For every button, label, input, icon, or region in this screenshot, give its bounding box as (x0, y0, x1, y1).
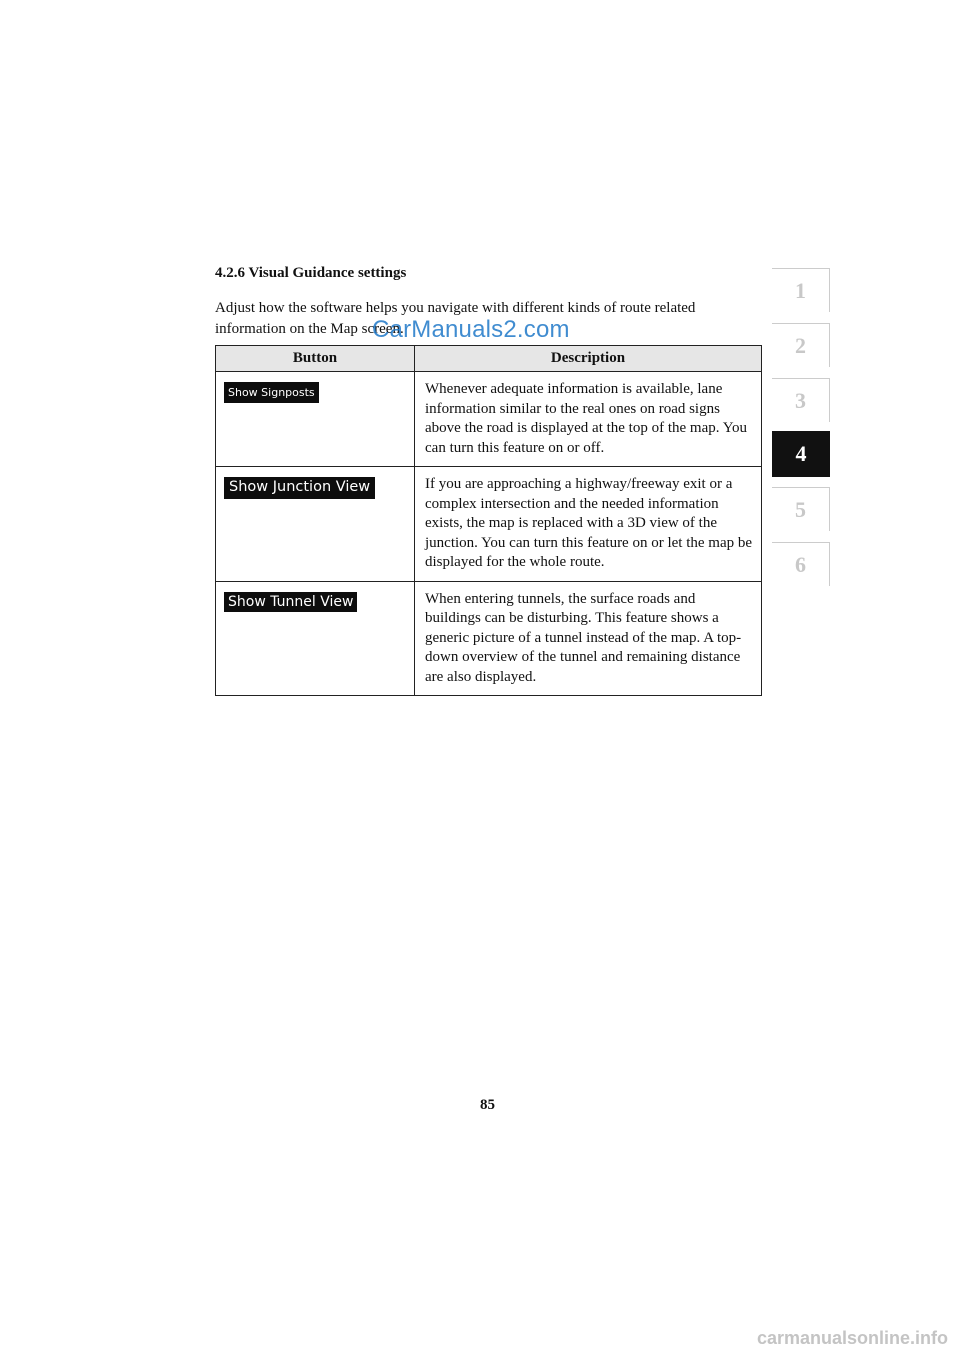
chapter-tab-5[interactable]: 5 (772, 487, 830, 531)
show-junction-view-button[interactable]: Show Junction View (224, 477, 375, 499)
description-cell: Whenever adequate information is available, lane information similar to the real ones on road signs above the road is displayed at the top of the map. You can turn this feature on or off. (415, 372, 762, 467)
watermark-top: CarManuals2.com (372, 316, 570, 343)
table-row (216, 372, 762, 467)
chapter-tab-3[interactable]: 3 (772, 378, 830, 422)
page-number: 85 (480, 1097, 495, 1113)
button-cell (216, 372, 415, 467)
section-heading: 4.2.6 Visual Guidance settings (215, 265, 407, 281)
table-row (216, 467, 762, 582)
show-signposts-button[interactable]: Show Signposts (224, 382, 319, 403)
show-tunnel-view-button[interactable]: Show Tunnel View (224, 592, 357, 612)
button-cell (216, 467, 415, 582)
description-cell: When entering tunnels, the surface roads and buildings can be disturbing. This feature shows a generic picture of a tunnel instead of the map. A top-down overview of the tunnel and remaining distance are also displayed. (415, 581, 762, 696)
settings-table (215, 345, 762, 696)
description-cell: If you are approaching a highway/freeway exit or a complex intersection and the needed information exists, the map is replaced with a 3D view of the junction. You can turn this feature on or let the map be displayed for the whole route. (415, 467, 762, 582)
table-row (216, 581, 762, 696)
table-header-row (216, 346, 762, 372)
button-cell (216, 581, 415, 696)
watermark-bottom: carmanualsonline.info (756, 1328, 948, 1348)
section-intro: Adjust how the software helps you navigate with different kinds of route related information on the Map screen. (215, 300, 696, 337)
chapter-tab-2[interactable]: 2 (772, 323, 830, 367)
header-description: Description (415, 346, 762, 372)
chapter-tab-6[interactable]: 6 (772, 542, 830, 586)
header-button: Button (216, 346, 415, 372)
chapter-tab-1[interactable]: 1 (772, 268, 830, 312)
chapter-tab-4-active[interactable]: 4 (772, 431, 830, 477)
